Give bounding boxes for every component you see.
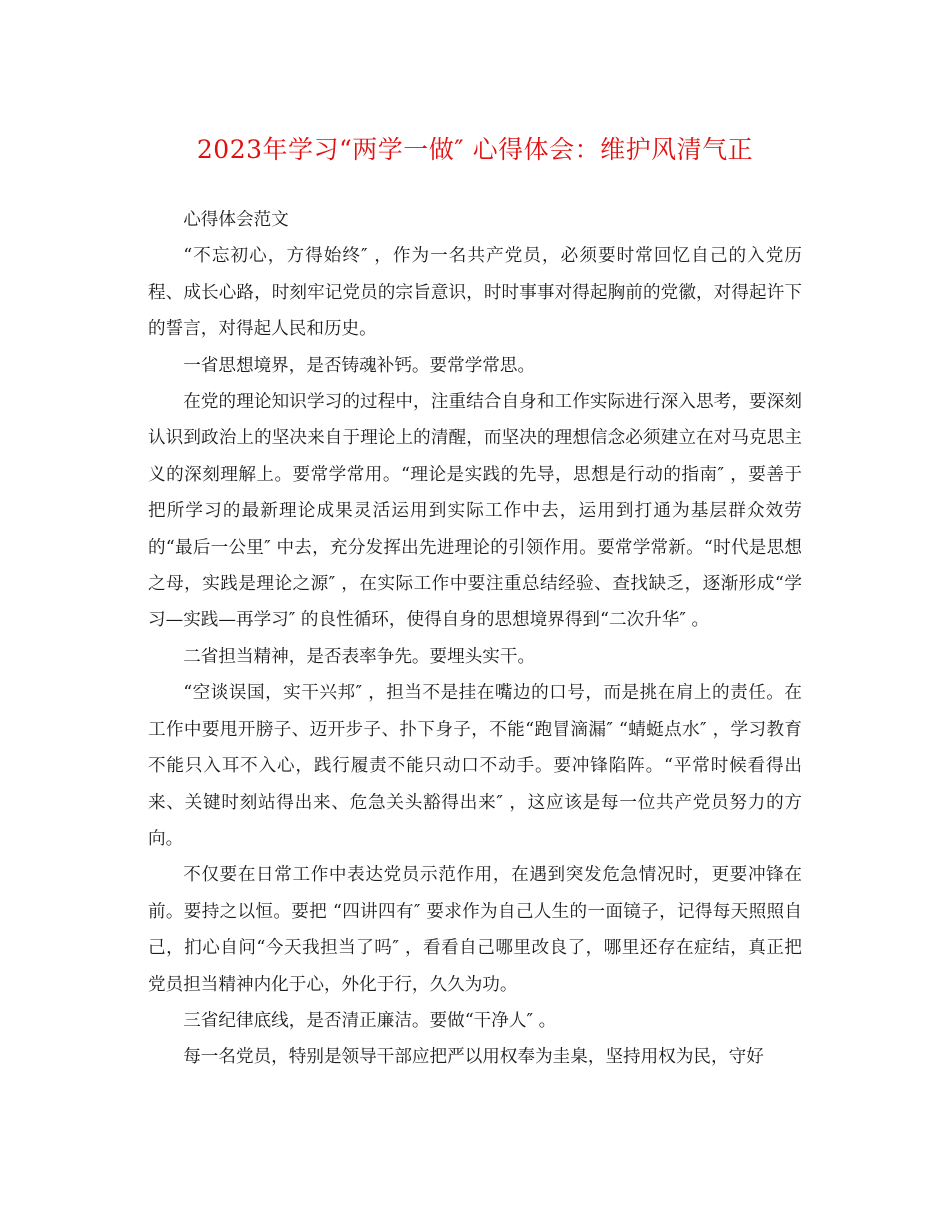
paragraph-discipline: 每一名党员，特别是领导干部应把严以用权奉为圭臬，坚持用权为民，守好 — [183, 1047, 764, 1068]
paragraph-heading-3: 三省纪律底线，是否清正廉洁。要做“干净人″ 。 — [183, 1010, 557, 1031]
document-body — [148, 202, 802, 1076]
paragraph-theory: 在党的理论知识学习的过程中，注重结合自身和工作实际进行深入思考，要深刻认识到政治上的坚决来自于理论上的清醒，而坚决的理想信念必须建立在对马克思主义的深刻理解上。要常学常用。“理论是实践的先导，思想是行动的指南″ ，要善于把所学习的最新理论成果灵活运用到实际工作中去，运用到打通为基层群众效劳的“最后一公里″ 中去，充分发挥出先进理论的引领作用。要常学常新。“时代是思想之母，实践是理论之源″ ，在实际工作中要注重总结经验、查找缺乏，逐渐形成“学习—实践—再学习″ 的良性循环，使得自身的思想境界得到“二次升华″ 。 — [148, 392, 802, 631]
paragraph-intro: “不忘初心，方得始终″ ，作为一名共产党员，必须要时常回忆自己的入党历程、成长心路，时刻牢记党员的宗旨意识，时时事事对得起胸前的党徽，对得起许下的誓言，对得起人民和历史。 — [148, 246, 802, 340]
paragraph-heading-1: 一省思想境界，是否铸魂补钙。要常学常思。 — [183, 355, 536, 376]
paragraph-subtitle: 心得体会范文 — [183, 210, 289, 230]
paragraph-example: 不仅要在日常工作中表达党员示范作用，在遇到突发危急情况时，更要冲锋在前。要持之以恒。要把 “四讲四有″ 要求作为自己人生的一面镜子，记得每天照照自己，扪心自问“今天我担当了吗″ ，看看自己哪里改良了，哪里还存在症结，真正把党员担当精神内化于心，外化于行，久久为功。 — [148, 865, 802, 995]
document-title: 2023年学习“两学一做″ 心得体会：维护风清气正 — [196, 135, 754, 164]
paragraph-practice: “空谈误国，实干兴邦″ ，担当不是挂在嘴边的口号，而是挑在肩上的责任。在工作中要甩开膀子、迈开步子、扑下身子，不能“跑冒滴漏″ “蜻蜓点水″ ，学习教育不能只入耳不入心，践行履责不能只动口不动手。要冲锋陷阵。“平常时候看得出来、关键时刻站得出来、危急关头豁得出来″ ，这应该是每一位共产党员努力的方向。 — [148, 683, 802, 849]
paragraph-heading-2: 二省担当精神，是否表率争先。要埋头实干。 — [183, 646, 536, 667]
